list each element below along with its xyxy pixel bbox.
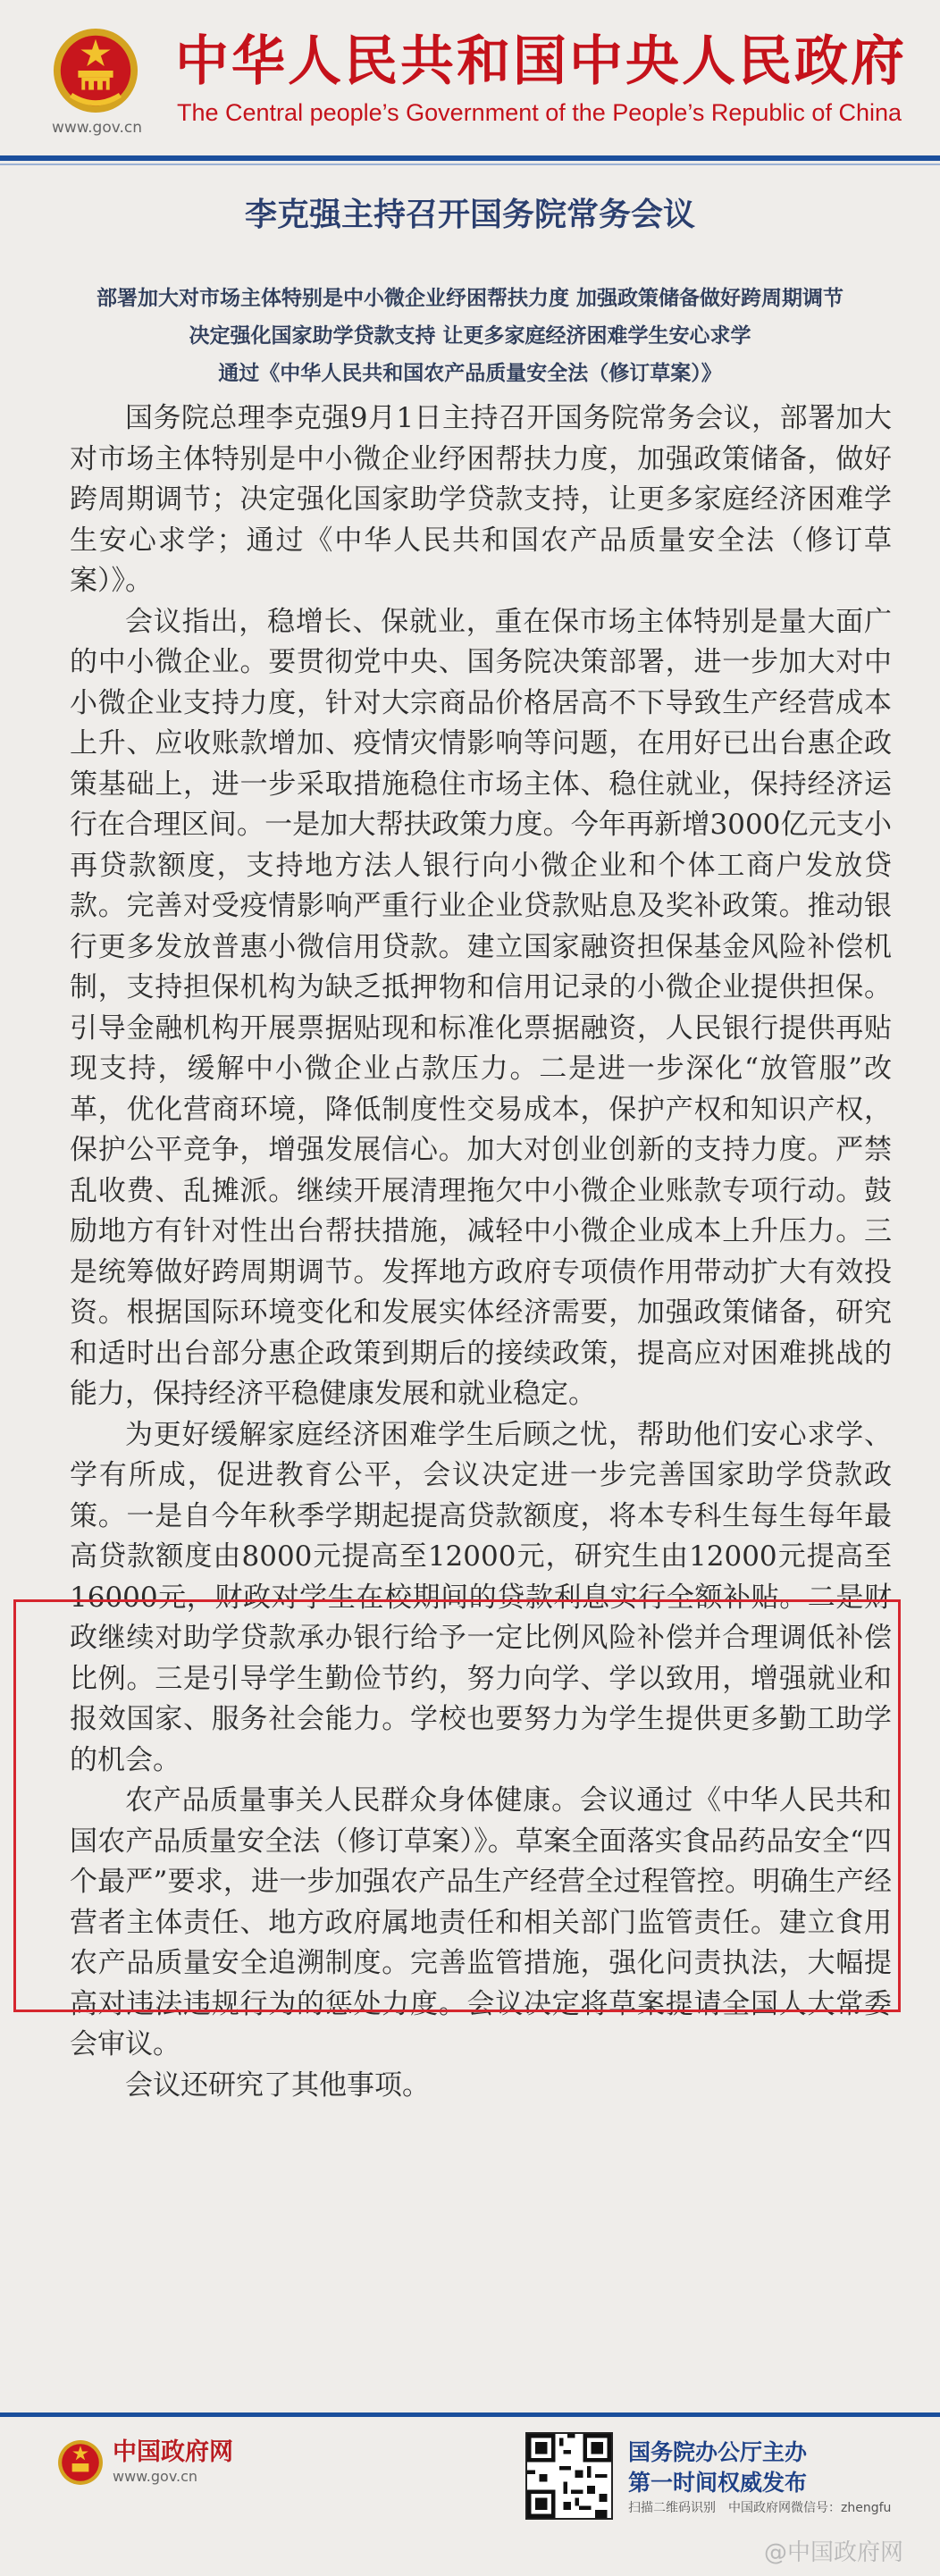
header-divider-thin (0, 164, 940, 165)
footer-site-url[interactable]: www.gov.cn (113, 2468, 198, 2485)
article-subtitle-3: 通过《中华人民共和国农产品质量安全法（修订草案）》 (218, 362, 722, 385)
host-info (628, 2438, 807, 2498)
paragraph-smes: 会议指出，稳增长、保就业，重在保市场主体特别是量大面广的中小微企业。要贯彻党中央、国务院决策部署，进一步加大对中小微企业支持力度，针对大宗商品价格居高不下导致生产经营成本上升、应收账款增加、疫情灾情影响等问题，在用好已出台惠企政策基础上，进一步采取措施稳住市场主体、稳住就业，保持经济运行在合理区间。一是加大帮扶政策力度。今年再新增3000亿元支小再贷款额度，支持地方法人银行向小微企业和个体工商户发放贷款。完善对受疫情影响严重行业企业贷款贴息及奖补政策。推动银行更多发放普惠小微信用贷款。建立国家融资担保基金风险补偿机制，支持担保机构为缺乏抵押物和信用记录的小微企业提供担保。引导金融机构开展票据贴现和标准化票据融资，人民银行提供再贴现支持，缓解中小微企业占款压力。二是进一步深化“放管服”改革，优化营商环境，降低制度性交易成本，保护产权和知识产权，保护公平竞争，增强发展信心。加大对创业创新的支持力度。严禁乱收费、乱摊派。继续开展清理拖欠中小微企业账款专项行动。鼓励地方有针对性出台帮扶措施，减轻中小微企业成本上升压力。三是统筹做好跨周期调节。发挥地方政府专项债作用带动扩大有效投资。根据国际环境变化和发展实体经济需要，加强政策储备，研究和适时出台部分惠企政策到期后的接续政策，提高应对困难挑战的能力，保持经济平稳健康发展和就业稳定。 (70, 605, 892, 1410)
paragraph-student-loans: 为更好缓解家庭经济困难学生后顾之忧，帮助他们安心求学、学有所成，促进教育公平，会议决定进一步完善国家助学贷款政策。一是自今年秋季学期起提高贷款额度，将本专科生每生每年最高贷款额度由8000元提高至12000元，研究生由12000元提高至16000元，财政对学生在校期间的贷款利息实行全额补贴。二是财政继续对助学贷款承办银行给予一定比例风险补偿并合理调低补偿比例。三是引导学生勤俭节约，努力向学、学以致用，增强就业和报效国家、服务社会能力。学校也要努力为学生提供更多勤工助学的机会。 (70, 1418, 892, 1776)
site-url[interactable]: www.gov.cn (52, 119, 143, 137)
paragraph-agri-products: 农产品质量事关人民群众身体健康。会议通过《中华人民共和国农产品质量安全法（修订草案）》。草案全面落实食品药品安全“四个最严”要求，进一步加强农产品生产经营全过程管控。明确生产经营者主体责任、地方政府属地责任和相关部门监管责任。建立食用农产品质量安全追溯制度。完善监管措施，强化问责执法，大幅提高对违法违规行为的惩处力度。会议决定将草案提请全国人大常委会审议。 (70, 1784, 892, 2060)
watermark: @中国政府网 (764, 2539, 904, 2566)
paragraph-intro: 国务院总理李克强9月1日主持召开国务院常务会议，部署加大对市场主体特别是中小微企业纾困帮扶力度，加强政策储备，做好跨周期调节；决定强化国家助学贷款支持，让更多家庭经济困难学生安心求学；通过《中华人民共和国农产品质量安全法（修订草案）》。 (70, 402, 892, 597)
paragraph-closing: 会议还研究了其他事项。 (125, 2068, 430, 2102)
qr-code-icon (525, 2432, 613, 2520)
host-line-1: 国务院办公厅主办 (628, 2439, 808, 2465)
header-divider (0, 155, 940, 161)
national-emblem-icon (52, 27, 139, 114)
article-title: 李克强主持召开国务院常务会议 (244, 197, 695, 233)
site-title-english: The Central people’s Government of the People’s Republic of China (177, 99, 902, 126)
site-header (0, 0, 940, 157)
article-subtitle-2: 决定强化国家助学贷款支持 让更多家庭经济困难学生安心求学 (189, 324, 751, 348)
highlight-box (13, 1599, 901, 2012)
host-line-2: 第一时间权威发布 (628, 2470, 808, 2496)
footer-emblem-icon (57, 2439, 104, 2486)
footer-divider (0, 2412, 940, 2417)
scan-hint: 扫描二维码识别 中国政府网微信号：zhengfu (628, 2501, 892, 2515)
article-subtitle-1: 部署加大对市场主体特别是中小微企业纾困帮扶力度 加强政策储备做好跨周期调节 (96, 287, 843, 310)
site-title-chinese: 中华人民共和国中央人民政府 (175, 30, 907, 93)
footer-site-name: 中国政府网 (113, 2438, 233, 2466)
